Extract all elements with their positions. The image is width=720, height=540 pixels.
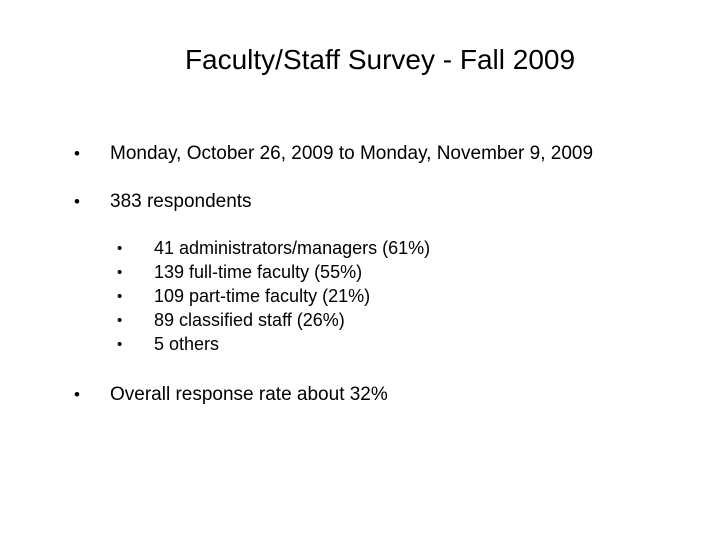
sub-bullet-marker: • (117, 312, 123, 329)
sub-bullet-marker: • (117, 336, 123, 353)
bullet-text: Overall response rate about 32% (110, 384, 388, 405)
bullet-marker: • (74, 144, 80, 163)
bullet-text: Monday, October 26, 2009 to Monday, November 9, 2009 (110, 143, 594, 164)
bullet-text: 383 respondents (110, 191, 252, 212)
sub-bullet-text: 41 administrators/managers (61%) (154, 238, 431, 258)
bullet-marker: • (74, 192, 80, 211)
slide-title: Faculty/Staff Survey - Fall 2009 (184, 44, 576, 75)
bullet-marker: • (74, 385, 80, 404)
sub-bullet-marker: • (117, 288, 123, 305)
sub-bullet-text: 89 classified staff (26%) (154, 310, 345, 330)
sub-bullet-marker: • (117, 240, 123, 257)
sub-bullet-text: 139 full-time faculty (55%) (154, 262, 363, 282)
sub-bullet-text: 5 others (154, 334, 220, 354)
sub-bullet-marker: • (117, 264, 123, 281)
sub-bullet-text: 109 part-time faculty (21%) (154, 286, 371, 306)
